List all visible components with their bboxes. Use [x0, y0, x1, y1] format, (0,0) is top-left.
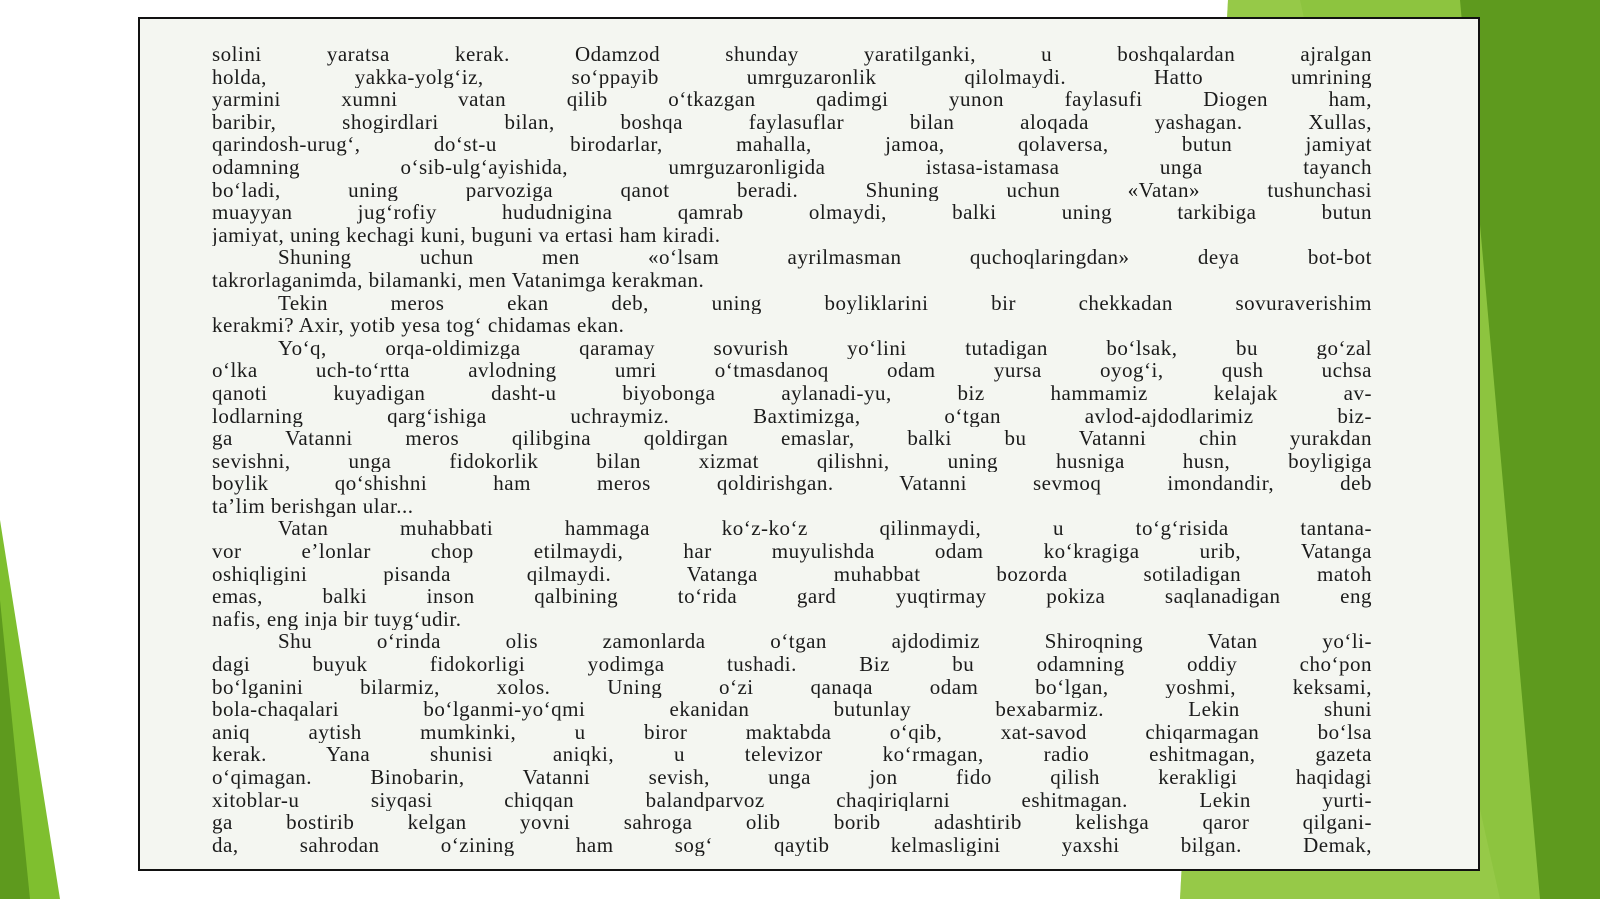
- text-line: takrorlaganimda, bilamanki, men Vatanimga kerakman.: [212, 268, 705, 292]
- text-line: kerakmi? Axir, yotib yesa tog‘ chidamas ekan.: [212, 314, 625, 337]
- text-line: sevishni, unga fidokorlik bilan xizmat qilishni, uning husniga husn, boyligiga: [212, 449, 1372, 473]
- text-line: qanoti kuyadigan dasht-u biyobonga aylanadi-yu, biz hammamiz kelajak av-: [212, 381, 1372, 405]
- text-line: ta’lim berishgan ular...: [212, 494, 414, 518]
- text-line: baribir, shogirdlari bilan, boshqa faylasuflar bilan aloqada yashagan. Xullas,: [212, 110, 1372, 134]
- text-line: qarindosh-urug‘, do‘st-u birodarlar, mahalla, jamoa, qolaversa, butun jamiyat: [212, 133, 1372, 156]
- text-line: holda, yakka-yolg‘iz, so‘ppayib umrguzaronlik qilolmaydi. Hatto umrining: [212, 65, 1372, 89]
- text-line: o‘qimagan. Binobarin, Vatanni sevish, unga jon fido qilish kerakligi haqidagi: [212, 766, 1372, 789]
- text-line: bo‘ladi, uning parvoziga qanot beradi. Shuning uchun «Vatan» tushunchasi: [212, 178, 1372, 202]
- text-line: nafis, eng inja bir tuyg‘udir.: [212, 607, 462, 631]
- text-line: bo‘lganini bilarmiz, xolos. Uning o‘zi qanaqa odam bo‘lgan, yoshmi, keksami,: [212, 675, 1372, 699]
- text-line: Shuning uchun men «o‘lsam ayrilmasman quchoqlaringdan» deya bot-bot: [278, 246, 1372, 269]
- text-line: odamning o‘sib-ulg‘ayishida, umrguzaronligida istasa-istamasa unga tayanch: [212, 155, 1372, 179]
- text-line: vor e’lonlar chop etilmaydi, har muyulishda odam ko‘kragiga urib, Vatanga: [212, 540, 1372, 563]
- text-line: yarmini xumni vatan qilib o‘tkazgan qadimgi yunon faylasufi Diogen ham,: [212, 88, 1372, 111]
- text-line: Shu o‘rinda olis zamonlarda o‘tgan ajdodimiz Shiroqning Vatan yo‘li-: [278, 630, 1372, 654]
- text-line: ga bostirib kelgan yovni sahroga olib borib adashtirib kelishga qaror qilgani-: [212, 811, 1372, 834]
- text-line: da, sahrodan o‘zining ham sog‘ qaytib kelmasligini yaxshi bilgan. Demak,: [212, 833, 1372, 857]
- text-line: ga Vatanni meros qilibgina qoldirgan emaslar, balki bu Vatanni chin yurakdan: [212, 427, 1372, 450]
- text-line: Vatan muhabbati hammaga ko‘z-ko‘z qilinmaydi, u to‘g‘risida tantana-: [278, 517, 1372, 541]
- text-line: dagi buyuk fidokorligi yodimga tushadi. Biz bu odamning oddiy cho‘pon: [212, 653, 1372, 676]
- text-line: bola-chaqalari bo‘lganmi-yo‘qmi ekanidan butunlay bexabarmiz. Lekin shuni: [212, 698, 1372, 721]
- text-line: solini yaratsa kerak. Odamzod shunday yaratilganki, u boshqalardan ajralgan: [212, 43, 1372, 66]
- text-line: aniq aytish mumkinki, u biror maktabda o‘qib, xat-savod chiqarmagan bo‘lsa: [212, 720, 1372, 744]
- document-text: [212, 43, 1372, 856]
- text-line: xitoblar-u siyqasi chiqqan balandparvoz chaqiriqlarni eshitmagan. Lekin yurti-: [212, 788, 1372, 812]
- text-line: emas, balki inson qalbining to‘rida gard yuqtirmay pokiza saqlanadigan eng: [212, 585, 1372, 608]
- text-line: lodlarning qarg‘ishiga uchraymiz. Baxtimizga, o‘tgan avlod-ajdodlarimiz biz-: [212, 404, 1372, 428]
- text-line: muayyan jug‘rofiy hududnigina qamrab olmaydi, balki uning tarkibiga butun: [212, 201, 1372, 224]
- text-line: kerak. Yana shunisi aniqki, u televizor ko‘rmagan, radio eshitmagan, gazeta: [212, 743, 1372, 766]
- text-line: boylik qo‘shishni ham meros qoldirishgan. Vatanni sevmoq imondandir, deb: [212, 472, 1372, 495]
- text-line: o‘lka uch-to‘rtta avlodning umri o‘tmasdanoq odam yursa oyog‘i, qush uchsa: [212, 359, 1372, 382]
- scanned-page: [138, 17, 1480, 871]
- text-line: oshiqligini pisanda qilmaydi. Vatanga muhabbat bozorda sotiladigan matoh: [212, 562, 1372, 586]
- text-line: Tekin meros ekan deb, uning boyliklarini bir chekkadan sovuraverishim: [278, 291, 1372, 315]
- text-line: Yo‘q, orqa-oldimizga qaramay sovurish yo‘lini tutadigan bo‘lsak, bu go‘zal: [278, 336, 1372, 360]
- text-line: jamiyat, uning kechagi kuni, buguni va ertasi ham kiradi.: [212, 223, 721, 247]
